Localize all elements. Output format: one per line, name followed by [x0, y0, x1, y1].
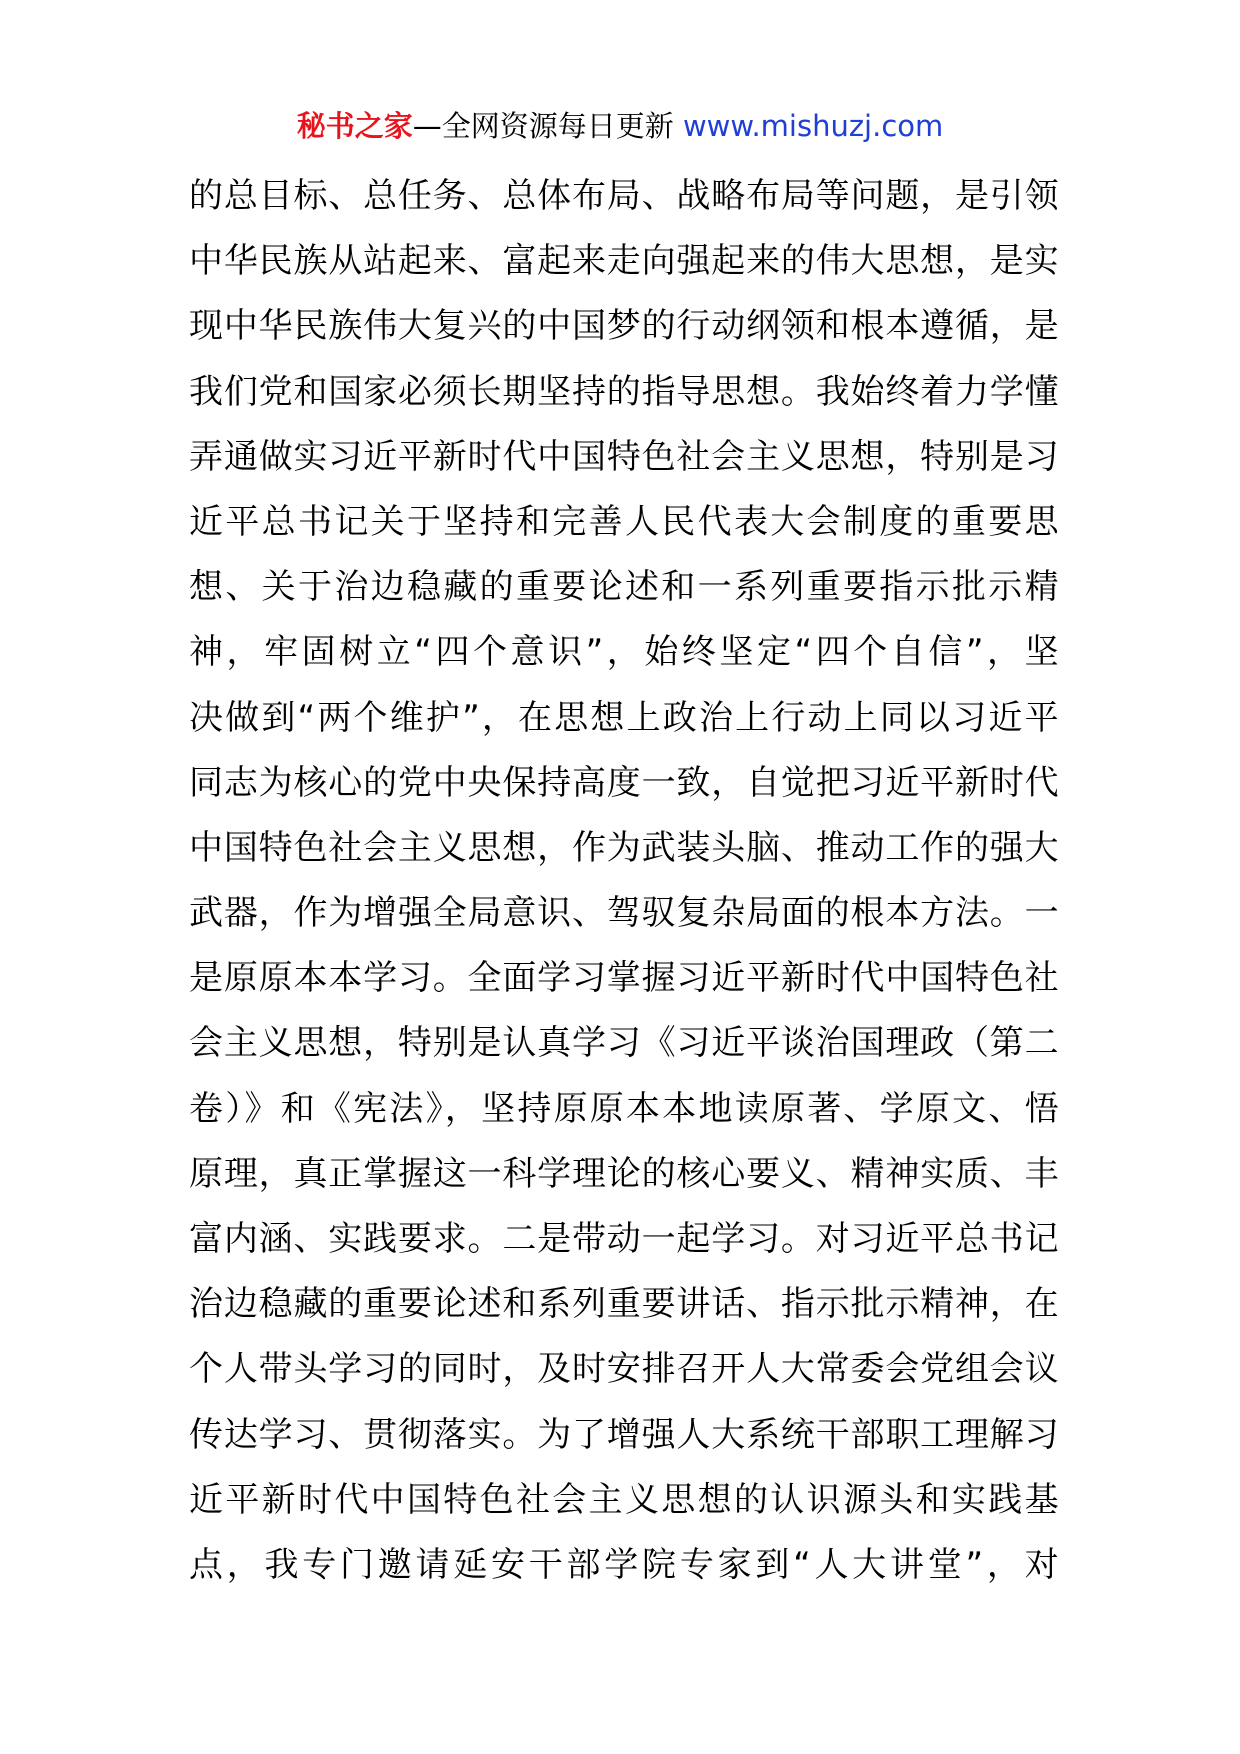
text-line: 武器，作为增强全局意识、驾驭复杂局面的根本方法。一 [189, 893, 1059, 934]
text-line: 治边稳藏的重要论述和系列重要讲话、指示批示精神，在 [189, 1284, 1059, 1325]
text-line: 中华民族从站起来、富起来走向强起来的伟大思想，是实 [189, 241, 1059, 282]
text-line: 决做到“两个维护”，在思想上政治上行动上同以习近平 [189, 697, 1059, 738]
body-text [189, 164, 1059, 1598]
text-line: 是原原本本学习。全面学习掌握习近平新时代中国特色社 [189, 958, 1059, 999]
text-line: 中国特色社会主义思想，作为武装头脑、推动工作的强大 [189, 827, 1059, 868]
text-line: 会主义思想，特别是认真学习《习近平谈治国理政（第二 [189, 1023, 1059, 1064]
header-brand: 秘书之家 [296, 109, 413, 143]
text-line: 同志为核心的党中央保持高度一致，自觉把习近平新时代 [189, 762, 1059, 803]
text-line: 我们党和国家必须长期坚持的指导思想。我始终着力学懂 [189, 371, 1059, 412]
text-line: 个人带头学习的同时，及时安排召开人大常委会党组会议 [189, 1349, 1059, 1390]
text-line: 卷）》和《宪法》，坚持原原本本地读原著、学原文、悟 [189, 1088, 1059, 1129]
header-tagline: —全网资源每日更新 [412, 109, 674, 143]
text-line: 想、关于治边稳藏的重要论述和一系列重要指示批示精 [189, 567, 1059, 608]
text-line: 的总目标、总任务、总体布局、战略布局等问题，是引领 [189, 176, 1059, 216]
text-line: 弄通做实习近平新时代中国特色社会主义思想，特别是习 [189, 436, 1059, 477]
header-url-link[interactable]: www.mishuzj.com [682, 109, 944, 143]
text-line: 神，牢固树立“四个意识”，始终坚定“四个自信”，坚 [189, 632, 1059, 673]
text-line: 富内涵、实践要求。二是带动一起学习。对习近平总书记 [189, 1219, 1059, 1259]
text-line: 传达学习、贯彻落实。为了增强人大系统干部职工理解习 [189, 1414, 1059, 1455]
text-line: 点，我专门邀请延安干部学院专家到“人大讲堂”，对 [189, 1544, 1059, 1585]
text-line: 原理，真正掌握这一科学理论的核心要义、精神实质、丰 [189, 1153, 1059, 1194]
page-header [0, 104, 1240, 148]
text-line: 近平总书记关于坚持和完善人民代表大会制度的重要思 [189, 501, 1059, 542]
text-line: 近平新时代中国特色社会主义思想的认识源头和实践基 [189, 1479, 1059, 1520]
text-line: 现中华民族伟大复兴的中国梦的行动纲领和根本遵循，是 [189, 306, 1059, 347]
